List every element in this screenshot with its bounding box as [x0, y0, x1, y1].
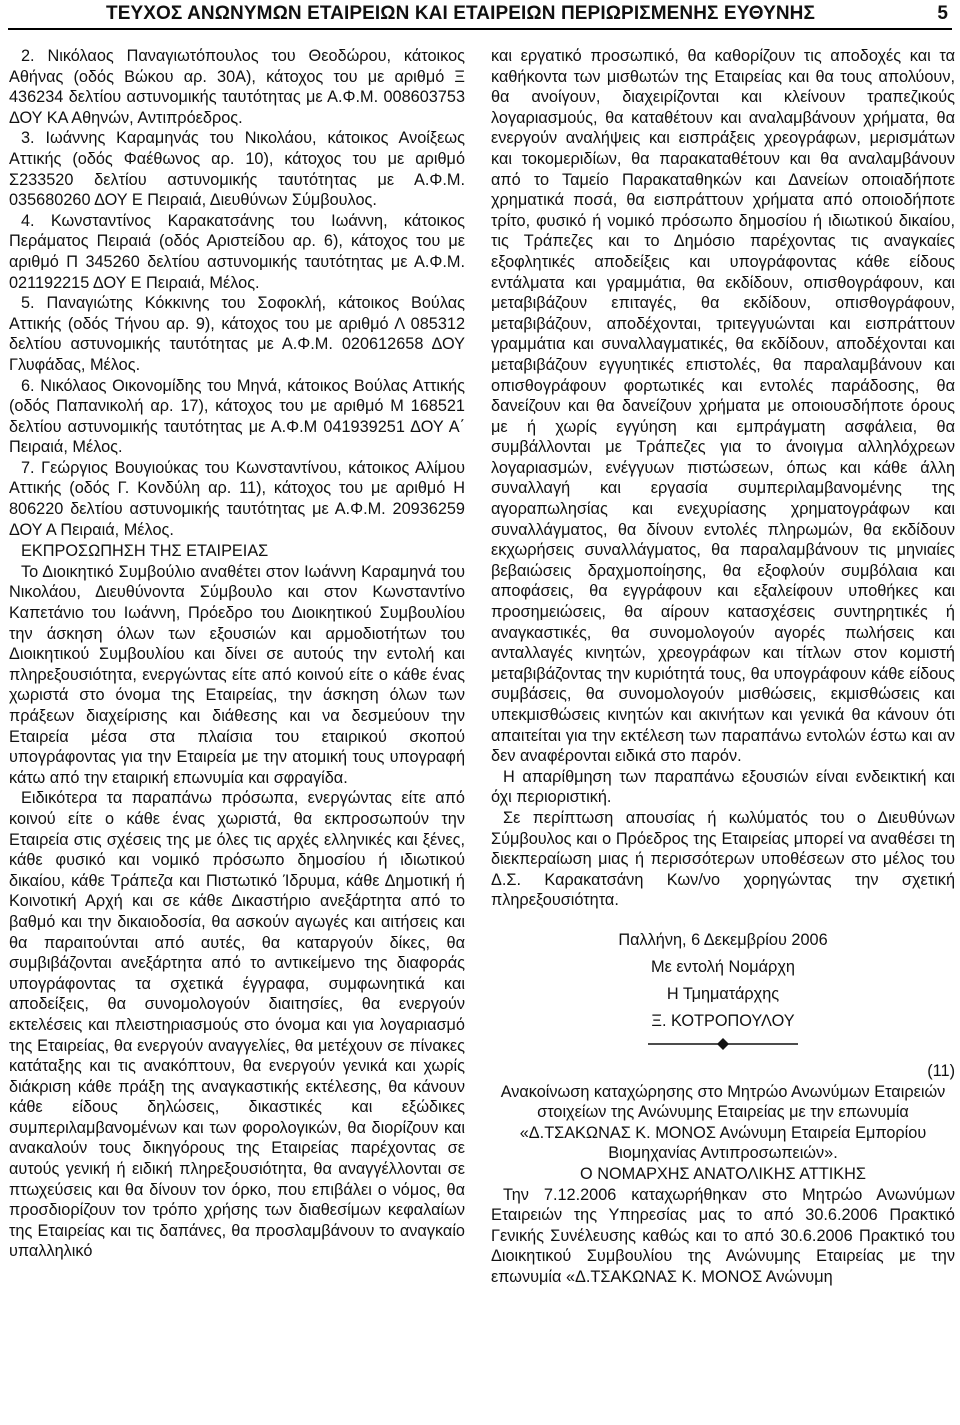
representation-heading: ΕΚΠΡΟΣΩΠΗΣΗ ΤΗΣ ΕΤΑΙΡΕΙΑΣ	[21, 542, 269, 561]
enumeration-paragraph: Η απαρίθμηση των παραπάνω εξουσιών είναι ενδεικτική και όχι περιοριστική.	[491, 767, 955, 807]
specific-powers-paragraph: Ειδικότερα τα παραπάνω πρόσωπα, ενεργώντας είτε από κοινού είτε ο κάθε ένας χωριστά, θα εκπροσωπούν την Εταιρεία στις σχέσεις της με όλες τις αρχές ελληνικές και ξένες, κάθε φυσικό και νομικό πρόσωπο δημοσίου ή ιδιωτικού δικαίου, κάθε Τράπεζα και Πιστωτικό Ίδρυμα, κάθε Δημοτική ή Κοινοτική Αρχή και σε κάθε Δικαστήριο ανεξάρτητα από το βαθμό και την δικαιοδοσία, θα ασκούν αγωγές και αιτήσεις και θα παραιτούνται από αυτές, θα καταργούν δίκες, θα συμβιβάζονται ανεξάρτητα από το αντικείμενο της διαφοράς υπογράφοντας τα σχετικά έγγραφα, συμφωνητικά και αποδείξεις, θα συνομολογούν διαιτησίες, θα ενεργούν εκτελέσεις και πλειστηριασμούς στο όνομα και για λογαριασμό της Εταιρείας, θα ενεργούν αναγγελίες, θα μετέχουν σε πίνακες κατάταξης και τις ανακόπτουν, θα ενεργούν γενικά και χωρίς διάκριση κάθε πράξη της αναγκαστικής εκτέλεσης, θα κάνουν κάθε είδους δηλώσεις, δικαστικές και εξώδικες συμπεριλαμβανομένων και των φορολογικών, θα διορίζουν και ανακαλούν τους δικηγόρους της Εταιρείας παρέχοντας σε αυτούς γενική ή ειδική πληρεξουσιότητα, θα αναγγέλλονται σε πτωχεύσεις και θα δίνουν τον όρκο, που επιβάλει ο νόμος, θα προσδιορίζουν τον τρόπο χρήσης των διαθεσίμων κεφαλαίων της Εταιρείας και τις δαπάνες, θα προσλαμβάνουν το αναγκαίο υπαλληλικό	[9, 789, 465, 1261]
board-member-4: 4. Κωνσταντίνος Καρακατσάνης του Ιωάννη, κάτοικος Περάματος Πειραιά (οδός Αριστείδου αρ. 6), κάτοχος του με αριθμό Π 345260 δελτίου αστυνομικής ταυτότητας με Α.Φ.Μ. 021192215 ΔΟΥ Ε Πειραιά, Μέλος.	[9, 211, 465, 292]
left-column	[9, 46, 465, 1262]
signature-block	[491, 927, 955, 1035]
notice-number: (11)	[927, 1061, 955, 1080]
board-member-6: 6. Νικόλαος Οικονομίδης του Μηνά, κάτοικος Βούλας Αττικής (οδός Παπανικολή αρ. 17), κάτοχος του με αριθμό Μ 168521 δελτίου αστυνομικής ταυτότητας με Α.Φ.Μ 041939251 ΔΟΥ Α΄ Πειραιά, Μέλος.	[9, 376, 465, 457]
absence-paragraph: Σε περίπτωση απουσίας ή κωλύματός του ο Διευθύνων Σύμβουλος και ο Πρόεδρος της Εταιρείας μπορεί να αναθέσει τη διεκπεραίωση μιας ή περισσότερων υποθέσεων στο μέλος του Δ.Σ. Καρακατσάνη Κων/νο χορηγώντας την σχετική πληρεξουσιότητα.	[491, 808, 955, 910]
signature-line-2: Η Τμηματάρχης	[666, 984, 780, 1003]
header-title: ΤΕΥΧΟΣ ΑΝΩΝΥΜΩΝ ΕΤΑΙΡΕΙΩΝ ΚΑΙ ΕΤΑΙΡΕΙΩΝ ΠΕΡΙΩΡΙΣΜΕΝΗΣ ΕΥΘΥΝΗΣ	[106, 3, 816, 24]
diamond-separator-icon	[648, 1037, 798, 1051]
board-member-3: 3. Ιωάννης Καραμηνάς του Νικολάου, κάτοικος Ανοίξεως Αττικής (οδός Φαέθωνος αρ. 10), κάτοχος του με αριθμό Σ233520 δελτίου αστυνομικής ταυτότητας με Α.Φ.Μ. 035680260 ΔΟΥ Ε Πειραιά, Διευθύνων Σύμβουλος.	[9, 129, 465, 210]
board-member-2: 2. Νικόλαος Παναγιωτόπουλος του Θεοδώρου, κάτοικος Αθήνας (οδός Βώκου αρ. 30Α), κάτοχος του με αριθμό Ξ 436234 δελτίου αστυνομικής ταυτότητας με Α.Φ.Μ. 008603753 ΔΟΥ ΚΑ Αθηνών, Αντιπρόεδρος.	[9, 47, 465, 127]
board-member-5: 5. Παναγιώτης Κόκκινης του Σοφοκλή, κάτοικος Βούλας Αττικής (οδός Τήνου αρ. 9), κάτοχος του με αριθμό Λ 085312 δελτίου αστυνομικής ταυτότητας με Α.Φ.Μ. 020612658 ΔΟΥ Γλυφάδας, Μέλος.	[9, 294, 465, 374]
notice-title: Ανακοίνωση καταχώρησης στο Μητρώο Ανωνύμων Εταιρειών στοιχείων της Ανώνυμης Εταιρείας με την επωνυμία «Δ.ΤΣΑΚΩΝΑΣ Κ. ΜΟΝΟΣ Ανώνυμη Εταιρεία Εμπορίου Βιομηχανίας Αντιπροσωπειών».	[500, 1082, 946, 1163]
signature-name: Ξ. ΚΟΤΡΟΠΟΥΛΟΥ	[651, 1011, 795, 1030]
prefect-heading: Ο ΝΟΜΑΡΧΗΣ ΑΝΑΤΟΛΙΚΗΣ ΑΤΤΙΚΗΣ	[580, 1164, 866, 1183]
representation-paragraph: Το Διοικητικό Συμβούλιο αναθέτει στον Ιωάννη Καραμηνά του Νικολάου, Διευθύνοντα Σύμβουλο και στον Κωνσταντίνο Καπετάνιο του Ιωάννη, Πρόεδρο του Διοικητικού Συμβουλίου την άσκηση όλων των εξουσιών και αρμοδιοτήτων του Διοικητικού Συμβουλίου και δίνει σε αυτούς την εντολή και πληρεξουσιότητα, ενεργώντας είτε από κοινού είτε ο κάθε ένας χωριστά στο όνομα της Εταιρείας, την άσκηση όλων των πράξεων διαχείρισης και διάθεσης και να δεσμεύουν την Εταιρεία μέσα στα πλαίσια του εταιρικού σκοπού υπογράφοντας για την Εταιρεία με την ατομική τους υπογραφή κάτω από την εταιρική επωνυμία και σφραγίδα.	[9, 562, 465, 787]
signature-place-date: Παλλήνη, 6 Δεκεμβρίου 2006	[618, 930, 828, 949]
continued-paragraph: και εργατικό προσωπικό, θα καθορίζουν τις αποδοχές και τα καθήκοντα των μισθωτών της Εταιρείας και θα τους απολύουν, θα ανοίγουν, διαχειρίζονται και κλείνουν τραπεζικούς λογαριασμούς, θα καταθέτουν και αναλαμβάνουν χρήματα, θα ενεργούν αναλήψεις και εισπράξεις χρεογράφων, μερισμάτων και τοκομεριδίων, θα παρακαταθέτουν και θα αναλαμβάνουν από το Ταμείο Παρακαταθηκών και Δανείων οποιαδήποτε χρηματικά ποσά, θα εισπράττουν χρήματα από οποιοδήποτε τρίτο, φυσικό ή νομικό πρόσωπο δημοσίου ή ιδιωτικού δικαίου, τις Τράπεζες και το Δημόσιο παρέχοντας τις αναγκαίες εξοφλητικές αποδείξεις και υπογράφοντας κάθε είδους εντάλματα και γραμμάτια, θα εκδίδουν, οπισθογράφουν, και μεταβιβάζουν επιταγές, θα εκδίδουν, οπισθογράφουν, μεταβιβάζουν, αποδέχονται, τριτεγγυώνται και εισπράττουν γραμμάτια και συναλλαγματικές, θα εκδίδουν, αποδέχονται και μεταβιβάζουν εγγυητικές επιστολές, θα παραλαμβάνουν και οπισθογράφουν φορτωτικές και εντολές παράδοσης, θα δανείζουν και θα δανείζουν χρήματα με οποιουσδήποτε όρους με ή χωρίς εγγύηση και εμπράγματη ασφάλεια, θα συμβάλλονται με Τράπεζες για το άνοιγμα αλληλόχρεων λογαριασμών, ενέγγυων πιστώσεων, όπως και κάθε άλλη συναλλαγή και εργασία συμπεριλαμβανομένης της αγοραπωλησίας και ενεχυρίασης χρηματογράφων και συναλλάγματος, θα δίνουν εντολές πληρωμών, θα εκδίδουν εκχωρήσεις συναλλάγματος, θα παραλαμβάνουν τις μηνιαίες βεβαιώσεις δραχμοποίησης, θα εξοφλούν συμβόλαια και αποφάσεις, θα εγγράφουν και εξαλείφουν υποθήκες και προσημειώσεις, θα αίρουν κατασχέσεις συντηρητικές ή αναγκαστικές, θα συνομολογούν αγορές πωλήσεις και ανταλλαγές κινητών, χρεογράφων και τίτλων στον κομιστή μεταβιβάζοντας την κυριότητά τους, θα υπογράφουν κάθε είδους συμβάσεις, θα συνομολογούν μισθώσεις, εκμισθώσεις και υπεκμισθώσεις κινητών και ακινήτων και γενικά θα κάνουν ότι απαιτείται για την εκτέλεση των παραπάνω εντολών έστω και αν δεν αναφέρονται ειδικά στο παρόν.	[491, 47, 955, 766]
right-column	[491, 46, 955, 1287]
page-number: 5	[937, 3, 948, 24]
signature-line-1: Με εντολή Νομάρχη	[651, 957, 795, 976]
page-header	[8, 0, 952, 30]
registration-paragraph: Την 7.12.2006 καταχωρήθηκαν στο Μητρώο Ανωνύμων Εταιρειών της Υπηρεσίας μας το από 30.6.2006 Πρακτικό Γενικής Συνέλευσης καθώς και το από 30.6.2006 Πρακτικό του Διοικητικού Συμβουλίου της Ανώνυμης Εταιρείας με την επωνυμία «Δ.ΤΣΑΚΩΝΑΣ Κ. ΜΟΝΟΣ Ανώνυμη	[491, 1185, 955, 1286]
board-member-7: 7. Γεώργιος Βουγιούκας του Κωνσταντίνου, κάτοικος Αλίμου Αττικής (οδός Γ. Κονδύλη αρ. 11), κάτοχος του με αριθμό Η 806220 δελτίου αστυνομικής ταυτότητας με Α.Φ.Μ. 20936259 ΔΟΥ Α Πειραιά, Μέλος.	[9, 458, 465, 539]
